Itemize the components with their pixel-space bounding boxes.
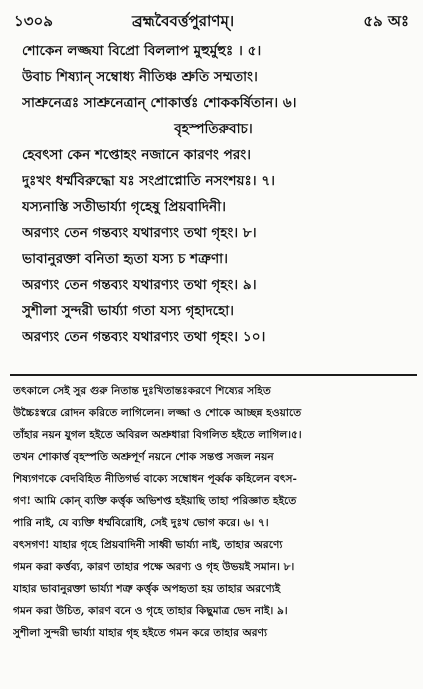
verse-line: হেবৎসা কেন শপ্তোহং নজানে কারণং পরং। xyxy=(22,147,252,163)
verse-line: ভাবানুরক্তা বনিতা হৃতা যস্য চ শত্রুণা। xyxy=(22,251,228,267)
commentary-paragraph xyxy=(13,446,414,534)
commentary-line: সুশীলা সুন্দরী ভার্য্যা যাহার গৃহ হইতে গমন করে তাহার অরণ্য xyxy=(13,627,268,639)
commentary-paragraph xyxy=(13,578,414,622)
commentary-line: শিষ্যগণকে বেদবিহিত নীতিগর্ভ বাক্যে সম্বোধন পূর্ব্বক কহিলেন বৎস- xyxy=(13,473,297,485)
verse-line: দুঃখং ধর্ম্মবিরুদ্ধো যঃ সংপ্রাপ্নোতি নসংশয়ঃ। ৭। xyxy=(22,173,276,189)
commentary-line: গমন করা উচিত, কারণ বনে ও গৃহে তাহার কিছুমাত্র ভেদ নাই। ৯। xyxy=(13,605,288,617)
speaker-heading: বৃহস্পতিরুবাচ। xyxy=(174,121,253,137)
commentary-paragraph xyxy=(13,622,414,644)
book-title: ব্রহ্মবৈবর্ত্তপুরাণম্। xyxy=(132,12,235,30)
commentary-line: পারি নাই, যে ব্যক্তি ধর্ম্মবিরোধি, সেই দুঃখ ভোগ করে। ৬। ৭। xyxy=(13,517,269,529)
verse-line: অরণ্যং তেন গন্তব্যং যথারণ্যং তথা গৃহং। ৯। xyxy=(22,277,257,293)
commentary-line: যাহার ভাবানুরক্তা ভার্য্যা শত্রু কর্ত্তৃক অপহৃতা হয় তাহার অরণ্যেই xyxy=(13,583,281,595)
commentary-line: বৎসগণ! যাহার গৃহে প্রিয়বাদিনী সাধ্বী ভার্য্যা নাই, তাহার অরণ্যে xyxy=(13,539,283,551)
separator-rule xyxy=(10,374,417,376)
commentary-line: তাঁহার নয়ন যুগল হইতে অবিরল অশ্রুধারা বিগলিত হইতে লাগিল।৫। xyxy=(13,429,302,441)
bengali-commentary xyxy=(13,380,414,644)
commentary-paragraph xyxy=(13,380,414,446)
commentary-line: তখন শোকার্ত্ত বৃহস্পতি অশ্রুপূর্ণ নয়নে শোক সন্তপ্ত সজল নয়ন xyxy=(13,451,274,463)
chapter-mark: ৫৯ অঃ xyxy=(363,12,409,30)
verse-line: অরণ্যং তেন গন্তব্যং যথারণ্যং তথা গৃহং। ৮। xyxy=(22,225,257,241)
verse-line: সুশীলা সুন্দরী ভার্য্যা গতা যস্য গৃহাদহো। xyxy=(22,303,235,319)
page-number: ১৩০৯ xyxy=(14,12,53,30)
verse-line: অরণ্যং তেন গন্তব্যং যথারণ্যং তথা গৃহং। ১০। xyxy=(22,329,266,345)
commentary-line: গণ! আমি কোন্ ব্যক্তি কর্ত্তৃক অভিশপ্ত হইয়াছি তাহা পরিজ্ঞাত হইতে xyxy=(13,495,297,507)
page-header xyxy=(14,10,409,36)
sanskrit-verses xyxy=(22,38,415,350)
verse-line: শোকেন লজ্জযা বিপ্রো বিললাপ মুহুর্মুহুঃ । ৫। xyxy=(22,43,262,59)
commentary-paragraph xyxy=(13,534,414,578)
commentary-line: তৎকালে সেই সুর গুরু নিতান্ত দুঃখিতান্তঃকরণে শিষ্যের সহিত xyxy=(13,385,271,397)
verse-line: সাশ্রুনেত্রঃ সাশ্রুনেত্রান্‌ শোকার্ত্তঃ শোককর্ষিতান। ৬। xyxy=(22,95,297,111)
verse-line: যস্যনাস্তি সতীভার্য্যা গৃহেষু প্রিয়বাদিনী। xyxy=(22,199,226,215)
commentary-line: উচ্চৈঃস্বরে রোদন করিতে লাগিলেন। লজ্জা ও শোকে আচ্ছন্ন হওয়াতে xyxy=(13,407,302,419)
verse-line: উবাচ শিষ্যান্‌ সম্বোধ্য নীতিঞ্চ শ্রুতি সম্মতাং। xyxy=(22,69,258,85)
commentary-line: গমন করা কর্ত্তব্য, কারণ তাহার পক্ষে অরণ্য ও গৃহ উভয়ই সমান। ৮। xyxy=(13,561,295,573)
